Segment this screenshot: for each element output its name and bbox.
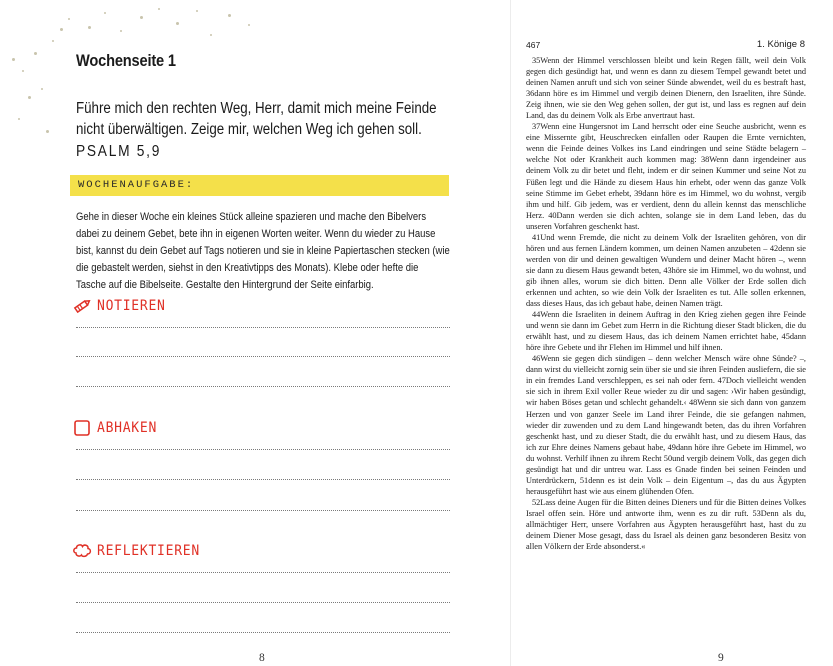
- running-page-number: 467: [526, 40, 541, 50]
- section-abhaken: [72, 417, 164, 439]
- verse-reference: PSALM 5,9: [76, 143, 162, 160]
- writing-line[interactable]: [76, 327, 450, 328]
- writing-line[interactable]: [76, 572, 450, 573]
- task-label: WOCHENAUFGABE:: [78, 179, 195, 191]
- bible-paragraph: 52Lass deine Augen für die Bitten deines Dieners und für die Bitten deines Volkes Israel offen sein. Höre und antworte ihm, wenn es zu dir ruft. 53Denn als du, allmächtiger Herr, unsere Vorfahren aus Ägypten herausgeführt hast, hast du zu deinem Diener Mose gesagt, dass du Israel als deinen ganz besonderen Besitz von allen Völkern der Erde absonderst.«: [526, 497, 806, 552]
- writing-line[interactable]: [76, 632, 450, 633]
- speckle-decoration: [60, 28, 63, 31]
- writing-line[interactable]: [76, 510, 450, 511]
- speckle-decoration: [12, 58, 15, 61]
- pencil-icon: [72, 296, 92, 316]
- section-label: REFLEKTIEREN: [97, 543, 200, 559]
- speckle-decoration: [52, 40, 54, 42]
- section-reflektieren: [72, 540, 211, 562]
- thought-bubble-icon: [72, 541, 92, 561]
- bible-paragraph: 41Und wenn Fremde, die nicht zu deinem Volk der Israeliten gehören, von dir hören und aus fernen Ländern kommen, um deinen Namen anzubeten – 42denn sie werden von dir und deinen gewaltigen Wundern und deiner Macht hören –, wenn sie dann zu diesem Haus gewandt beten, 43höre sie im Himmel, wo du wohnst, und gib ihnen alles, worum sie dich bitten. Denn alle Völker der Erde sollen dich erkennen und achten, so wie dein Volk der Israeliten es tut. Alle sollen erkennen, dass dieses Haus, das ich gebaut habe, deinen Namen trägt.: [526, 232, 806, 309]
- speckle-decoration: [158, 8, 160, 10]
- speckle-decoration: [41, 88, 43, 90]
- speckle-decoration: [210, 34, 212, 36]
- bible-paragraph: 35Wenn der Himmel verschlossen bleibt und kein Regen fällt, weil dein Volk gegen dich gesündigt hat, und wenn es dann zu diesem Tempel gewandt betet und deinen Namen anruft und sich von seiner Sünde abwendet, weil du es bestraft hast, 36dann höre es im Himmel und vergib deinen Dienern, den Israeliten, ihre Sünde. Zeig ihnen, wie sie den Weg gehen sollen, der gut ist, und lass es regnen auf dein Land, das du deinem Volk als Erbe anvertraut hast.: [526, 56, 806, 121]
- writing-line[interactable]: [76, 356, 450, 357]
- speckle-decoration: [18, 118, 20, 120]
- speckle-decoration: [104, 12, 106, 14]
- task-highlight-bar: [70, 175, 449, 196]
- bible-paragraph: 37Wenn eine Hungersnot im Land herrscht oder eine Seuche ausbricht, wenn es eine Missernte gibt, Heuschrecken einfallen oder Raupen die Ernte vernichten, wenn die Feinde deines Volkes ins Land eindringen und seine Städte belagern – welche Not oder Krankheit auch kommen mag: 38Wenn dann irgendeiner aus deinem Volk zu dir betet und fleht, indem er dir seinen Kummer und seine Not zu Füßen legt und die Hände zu diesem Haus hin erhebt, oder wenn das ganze Volk seine Stimme im Gebet erhebt, 39dann höre es im Himmel, wo du wohnst, vergib ihm und hilf. Gib jedem, was er verdient, denn du allein kennst das menschliche Herz. 40Dann werden sie dich achten, solange sie in dem Land leben, das du unseren Vorfahren geschenkt hast.: [526, 122, 806, 231]
- right-page: [510, 0, 833, 666]
- bible-paragraph: 44Wenn die Israeliten in deinem Auftrag in den Krieg ziehen gegen ihre Feinde und wenn sie dann im Gebet zum Herrn in die Richtung dieser Stadt blicken, die du erwählt hast, und zu diesem Haus, das ich deinem Namen errichtet habe, 45dann höre ihre Gebete und ihr Flehen im Himmel und hilf ihnen.: [526, 310, 806, 353]
- bible-paragraph: 46Wenn sie gegen dich sündigen – denn welcher Mensch wäre ohne Sünde? –, dann wirst du vielleicht zornig sein über sie und sie ihren Feinden ausliefern, die sie in ein fremdes Land verschleppen, es sei nah oder fern. 47Doch vielleicht wenden sie sich in ihrem Exil voller Reue wieder zu dir und sagen: ›Wir haben gesündigt, wir haben Böses getan und schlecht gehandelt.‹ 48Wenn sie sich dann von ganzem Herzen und von ganzer Seele im Land ihrer Feinde, die sie gefangen nahmen, wieder dir zuwenden und zu dem Land hingewandt beten, das du ihren Vorfahren geschenkt hast, und zu dieser Stadt, die du erwählt hast, und zu diesem Haus, das ich zur Ehre deines Namens gebaut habe, 49dann höre ihre Gebete im Himmel, wo du wohnst. Verhilf ihnen zu ihrem Recht 50und vergib deinem Volk, das gegen dich gesündigt hat und dir untreu war. Lass es Gnade finden bei seinen Feinden und Unterdrückern, 51denn es ist dein Volk – dein Eigentum –, das du aus Ägypten herausgeführt hast wie aus einem glühenden Ofen.: [526, 354, 806, 496]
- speckle-decoration: [28, 96, 31, 99]
- checkbox-icon: [72, 418, 92, 438]
- speckle-decoration: [228, 14, 231, 17]
- speckle-decoration: [34, 52, 37, 55]
- writing-line[interactable]: [76, 602, 450, 603]
- speckle-decoration: [196, 10, 198, 12]
- speckle-decoration: [46, 130, 49, 133]
- section-notieren: [72, 295, 173, 317]
- week-title: Wochenseite 1: [76, 51, 176, 70]
- task-text: Gehe in dieser Woche ein kleines Stück alleine spazieren und mache den Bibelvers dabei zu deinem Gebet, bete ihn in eigenen Worten weiter. Wenn du wieder zu Hause bist, kannst du dein Gebet auf Tags notieren und sie in kleine Papiertaschen stecken (wie die gebastelt werden, siehst in den Kreativtipps des Monats). Klebe oder hefte die Tasche auf die Bibelseite. Gestalte den Hintergrund der Seite einfarbig.: [76, 211, 450, 291]
- writing-line[interactable]: [76, 449, 450, 450]
- speckle-decoration: [88, 26, 91, 29]
- writing-line[interactable]: [76, 479, 450, 480]
- speckle-decoration: [176, 22, 179, 25]
- page-number: 8: [259, 652, 265, 664]
- speckle-decoration: [68, 18, 70, 20]
- verse-text: Führe mich den rechten Weg, Herr, damit mich meine Feinde nicht überwältigen. Zeige mir, welchen Weg ich gehen soll.: [76, 100, 437, 138]
- section-label: NOTIEREN: [97, 298, 166, 314]
- speckle-decoration: [22, 70, 24, 72]
- bible-text: [526, 55, 806, 552]
- speckle-decoration: [140, 16, 143, 19]
- section-label: ABHAKEN: [97, 420, 158, 436]
- speckle-decoration: [248, 24, 250, 26]
- running-title: 1. Könige 8: [756, 39, 805, 50]
- speckle-decoration: [120, 30, 122, 32]
- page-number: 9: [718, 652, 724, 664]
- writing-line[interactable]: [76, 386, 450, 387]
